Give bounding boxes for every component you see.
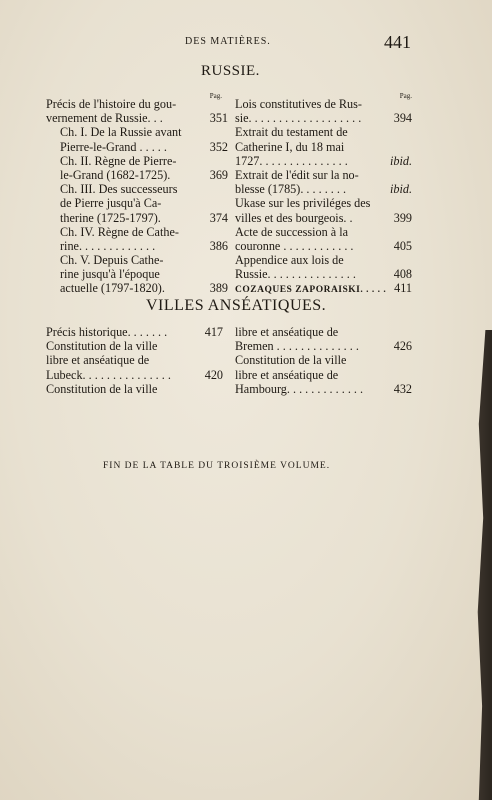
toc-entry-line (46, 368, 223, 382)
running-title: DES MATIÈRES. (185, 36, 271, 47)
section-title-russie: RUSSIE. (201, 63, 260, 79)
toc-entry-line (46, 325, 223, 339)
toc-entry-line (235, 125, 412, 139)
villes-right-column (235, 325, 412, 396)
toc-entry-text: rine. . . . . . . . . . . . . (60, 238, 156, 253)
toc-entry-text: therine (1725-1797). (60, 210, 161, 225)
toc-entry-text: Ch. IV. Règne de Cathe- (60, 224, 179, 239)
toc-entry-text: Russie. . . . . . . . . . . . . . . (235, 267, 356, 282)
toc-entry-text: Lois constitutives de Rus- (235, 97, 362, 111)
page-number: 441 (384, 32, 411, 52)
toc-page-number: 411 (394, 281, 412, 296)
toc-entry-text: Ch. I. De la Russie avant (60, 125, 182, 140)
toc-page-number: 405 (393, 238, 412, 253)
toc-entry-text: Hambourg. . . . . . . . . . . . . (235, 381, 364, 396)
toc-page-number: 408 (393, 267, 412, 282)
page-header (0, 32, 492, 56)
section-title-villes: VILLES ANSÉATIQUES. (146, 297, 327, 314)
toc-entry-line (235, 211, 412, 225)
toc-entry-text: 1727. . . . . . . . . . . . . . . (235, 153, 348, 168)
toc-entry-text: Ukase sur les priviléges des (235, 196, 371, 211)
toc-entry-line (235, 353, 412, 367)
toc-page-number: ibid. (389, 182, 412, 197)
toc-entry-text: libre et anséatique de (235, 367, 339, 382)
toc-page-number: 432 (393, 381, 412, 396)
toc-entry-line (235, 339, 412, 353)
toc-entry-text: le-Grand (1682-1725). (60, 167, 171, 182)
toc-entry-line (46, 253, 228, 267)
toc-entry-text: Appendice aux lois de (235, 253, 344, 268)
toc-entry-line (235, 97, 412, 111)
toc-entry-line (235, 267, 412, 281)
toc-entry-line (46, 168, 228, 182)
toc-entry-line (235, 182, 412, 196)
toc-page-number: 417 (204, 325, 223, 339)
toc-entry-text: Précis historique. . . . . . . (46, 325, 168, 339)
toc-entry-text: villes et des bourgeois. . (235, 210, 353, 225)
toc-entry-text: libre et anséatique de (235, 325, 339, 339)
russie-right-column (235, 92, 412, 296)
toc-entry-text: Ch. III. Des successeurs (60, 182, 178, 197)
toc-entry-line (235, 239, 412, 253)
toc-entry-line (235, 111, 412, 125)
toc-entry-line (235, 140, 412, 154)
toc-entry-text: de Pierre jusqu'à Ca- (60, 196, 162, 211)
toc-entry-text: Ch. V. Depuis Cathe- (60, 253, 164, 268)
toc-entry-line (235, 154, 412, 168)
toc-page-number: 389 (209, 281, 228, 296)
toc-entry-line (235, 225, 412, 239)
toc-page-number: 386 (209, 238, 228, 253)
villes-left-column (46, 325, 223, 396)
toc-entry-line (235, 382, 412, 396)
toc-entry-line (235, 168, 412, 182)
toc-entry-text: rine jusqu'à l'époque (60, 267, 160, 282)
toc-entry-text: Pierre-le-Grand . . . . . (60, 139, 167, 154)
toc-page-number: 399 (393, 210, 412, 225)
toc-entry-line (235, 196, 412, 210)
toc-entry-line (46, 382, 223, 396)
toc-entry-line (46, 140, 228, 154)
toc-entry-line (235, 281, 412, 295)
toc-entry-line (235, 325, 412, 339)
toc-entry-text: Constitution de la ville (46, 339, 158, 354)
toc-entry-text: Acte de succession à la (235, 224, 349, 239)
toc-page-number: 374 (209, 210, 228, 225)
toc-entry-text: vernement de Russie. . . (46, 111, 163, 126)
toc-entry-text: Constitution de la ville (235, 353, 347, 368)
toc-entry-line (46, 111, 228, 125)
toc-page-number: 426 (393, 339, 412, 354)
toc-entry-line (46, 125, 228, 139)
toc-entry-line (46, 196, 228, 210)
toc-entry-line (46, 182, 228, 196)
toc-entry-text: sie. . . . . . . . . . . . . . . . . . . (235, 111, 362, 126)
toc-entry-line (46, 225, 228, 239)
toc-page-number: 369 (209, 167, 228, 182)
toc-entry-text: actuelle (1797-1820). (60, 281, 165, 296)
toc-entry-line (46, 267, 228, 281)
pag-label-right: Pag. (399, 92, 412, 100)
toc-entry-line (46, 339, 223, 353)
toc-entry-text: couronne . . . . . . . . . . . . (235, 238, 354, 253)
toc-entry-line (46, 281, 228, 295)
toc-entry-text: Précis de l'histoire du gou- (46, 97, 177, 111)
toc-entry-line (46, 211, 228, 225)
toc-entry-text: Ch. II. Règne de Pierre- (60, 153, 177, 168)
toc-entry-line (46, 154, 228, 168)
toc-page-number: ibid. (389, 153, 412, 168)
toc-page-number: 394 (393, 111, 412, 126)
toc-entry-text: Extrait de l'édit sur la no- (235, 167, 359, 182)
toc-entry-text: Constitution de la ville (46, 381, 158, 396)
toc-entry-line (235, 253, 412, 267)
toc-entry-text: COZAQUES ZAPORAISKI. . . . . (235, 285, 387, 296)
toc-entry-line (46, 353, 223, 367)
torn-page-edge (470, 330, 492, 800)
toc-page-number: 352 (209, 139, 228, 154)
toc-entry-text: blesse (1785). . . . . . . . (235, 182, 347, 197)
toc-entry-text: Bremen . . . . . . . . . . . . . . (235, 339, 359, 354)
toc-entry-text: Lubeck. . . . . . . . . . . . . . . (46, 367, 171, 382)
toc-entry-line (235, 368, 412, 382)
toc-entry-line (46, 97, 228, 111)
end-of-table-note: FIN DE LA TABLE DU TROISIÈME VOLUME. (103, 461, 331, 471)
toc-page-number: 420 (204, 367, 223, 382)
toc-entry-text: Catherine I, du 18 mai (235, 139, 345, 154)
russie-left-column (46, 92, 228, 296)
pag-label-left: Pag. (209, 92, 222, 100)
toc-entry-text: Extrait du testament de (235, 125, 348, 140)
toc-page-number: 351 (209, 111, 228, 126)
toc-entry-text: libre et anséatique de (46, 353, 150, 368)
toc-entry-line (46, 239, 228, 253)
